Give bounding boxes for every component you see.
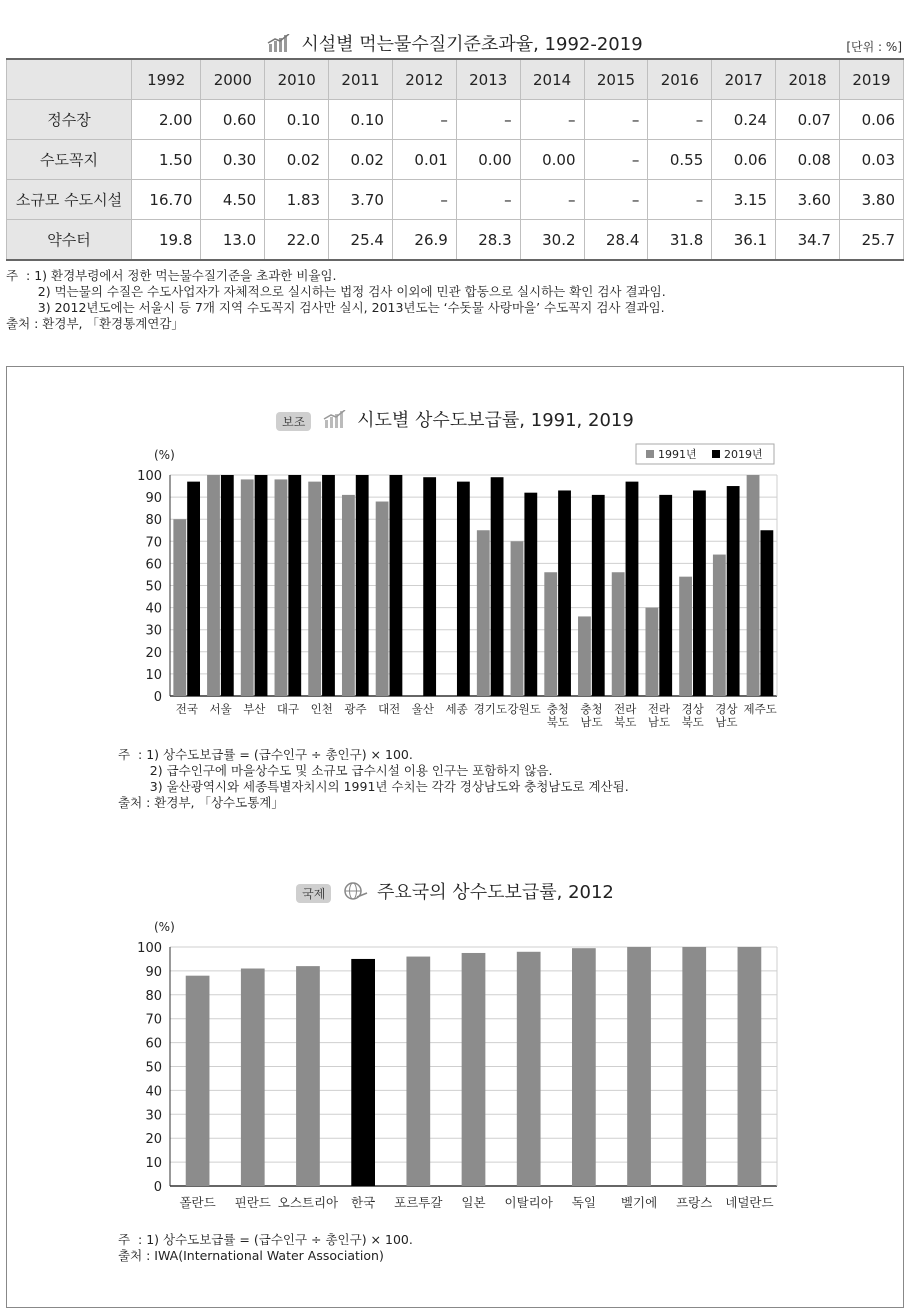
bar-1991년: [342, 495, 355, 696]
y-tick-label: 10: [145, 1156, 162, 1172]
x-tick-label-line: 전라: [614, 702, 637, 716]
x-tick-label-line: 대전: [378, 702, 401, 716]
x-tick-label-line: 대구: [276, 702, 300, 716]
cell: 19.8: [132, 220, 201, 261]
cell: –: [648, 180, 712, 220]
cell: 0.55: [648, 140, 712, 180]
x-tick-label-line: 충청: [580, 702, 603, 716]
table-header-row: [7, 59, 904, 100]
note-line: 3) 울산광역시와 세종특별자치시의 1991년 수치는 각각 경상남도와 충청남도로 계산됨.: [118, 779, 629, 794]
unit-label: [단위 : %]: [846, 40, 902, 54]
x-tick-label: [547, 702, 569, 729]
col-header: 2017: [712, 59, 776, 100]
x-tick-label: [412, 702, 435, 716]
cell: 30.2: [520, 220, 584, 261]
bar-2019년: [659, 495, 672, 696]
cell: 1.83: [265, 180, 329, 220]
cell: –: [584, 180, 648, 220]
col-header: 2011: [329, 59, 393, 100]
cell: 26.9: [392, 220, 456, 261]
x-tick-label-line: 전라: [647, 702, 671, 716]
cell: 31.8: [648, 220, 712, 261]
x-tick-label: 이탈리아: [504, 1195, 553, 1210]
note-line: 출처 : 환경부, 「상수도통계」: [118, 795, 284, 810]
bar-2019년: [727, 486, 740, 696]
cell: 3.60: [776, 180, 840, 220]
y-tick-label: 10: [145, 667, 162, 683]
chart2-title-text: 주요국의 상수도보급률, 2012: [377, 882, 614, 903]
y-tick-label: 30: [145, 1108, 162, 1124]
legend-label: 2019년: [724, 448, 763, 461]
bar-2019년: [187, 482, 200, 696]
x-tick-label: [378, 702, 400, 716]
bar-1991년: [376, 502, 389, 696]
y-tick-label: 20: [145, 645, 162, 661]
bar-2019년: [693, 490, 706, 696]
x-tick-label-line: 경상: [715, 702, 738, 716]
cell: 0.02: [329, 140, 393, 180]
bar: [351, 959, 375, 1186]
cell: 34.7: [776, 220, 840, 261]
x-tick-label-line: 인천: [310, 702, 333, 716]
col-header: 2018: [776, 59, 840, 100]
x-tick-label: 폴란드: [179, 1195, 216, 1210]
table-corner: [7, 59, 132, 100]
bar-2019년: [457, 482, 470, 696]
x-tick-label-line: 경상: [681, 702, 704, 716]
row-label: 정수장: [7, 100, 132, 140]
note-line: 주 : 1) 환경부령에서 정한 먹는물수질기준을 초과한 비율임.: [6, 268, 337, 283]
bar: [572, 948, 596, 1186]
cell: 0.07: [776, 100, 840, 140]
legend-label: 1991년: [658, 448, 697, 461]
bar-2019년: [626, 482, 639, 696]
y-tick-label: 60: [145, 557, 162, 573]
bar-2019년: [322, 475, 335, 696]
bar-2019년: [390, 475, 403, 696]
bar-2019년: [356, 475, 369, 696]
x-tick-label: 핀란드: [234, 1195, 271, 1210]
col-header: 2010: [265, 59, 329, 100]
chart1-title: [0, 406, 910, 433]
cell: 3.80: [839, 180, 903, 220]
col-header: 2013: [456, 59, 520, 100]
y-tick-label: 50: [145, 1060, 162, 1076]
y-tick-label: 90: [145, 491, 162, 507]
bar-1991년: [308, 482, 321, 696]
x-tick-label: [743, 702, 776, 716]
cell: –: [392, 180, 456, 220]
y-tick-label: 60: [145, 1036, 162, 1052]
cell: 22.0: [265, 220, 329, 261]
note-line: 주 : 1) 상수도보급률 = (급수인구 ÷ 총인구) × 100.: [118, 747, 413, 762]
y-tick-label: 90: [145, 964, 162, 980]
y-tick-label: 40: [145, 601, 162, 617]
cell: –: [456, 100, 520, 140]
x-tick-label-line: 북도: [681, 715, 704, 729]
y-tick-label: 70: [145, 535, 162, 551]
note-line: 출처 : IWA(International Water Association): [118, 1248, 384, 1263]
cell: 0.03: [839, 140, 903, 180]
cell: 36.1: [712, 220, 776, 261]
bar-2019년: [221, 475, 234, 696]
bar-chart-icon: [267, 34, 293, 57]
y-axis-label: (%): [154, 920, 175, 934]
x-tick-label: [209, 702, 231, 716]
x-tick-label-line: 남도: [647, 715, 671, 729]
regional-supply-chart: [0, 440, 910, 745]
cell: 0.06: [712, 140, 776, 180]
bar: [682, 947, 706, 1186]
chart1-title-text: 시도별 상수도보급률, 1991, 2019: [357, 410, 634, 431]
col-header: 2014: [520, 59, 584, 100]
cell: 0.30: [201, 140, 265, 180]
bar: [406, 957, 430, 1186]
cell: 0.24: [712, 100, 776, 140]
x-tick-label: [344, 702, 366, 716]
bar-2019년: [491, 477, 504, 696]
cell: 13.0: [201, 220, 265, 261]
x-tick-label-line: 북도: [546, 715, 569, 729]
col-header: 2012: [392, 59, 456, 100]
y-tick-label: 100: [137, 941, 162, 956]
cell: –: [520, 180, 584, 220]
y-tick-label: 50: [145, 579, 162, 595]
x-tick-label: [580, 702, 602, 729]
bar: [627, 947, 651, 1186]
bar-1991년: [713, 555, 726, 696]
globe-icon: [343, 881, 369, 906]
country-supply-chart: [0, 915, 910, 1220]
cell: 2.00: [132, 100, 201, 140]
cell: 0.06: [839, 100, 903, 140]
y-tick-label: 30: [145, 623, 162, 639]
x-tick-label-line: 부산: [243, 702, 266, 716]
table-title: [0, 30, 910, 57]
bar-2019년: [255, 475, 268, 696]
cell: 0.08: [776, 140, 840, 180]
table-row: [7, 180, 904, 220]
bar-2019년: [524, 493, 537, 696]
row-label: 소규모 수도시설: [7, 180, 132, 220]
bar: [241, 969, 265, 1186]
x-tick-label-line: 광주: [344, 702, 367, 716]
note-line: 2) 급수인구에 마을상수도 및 소규모 급수시설 이용 인구는 포함하지 않음.: [118, 763, 553, 778]
x-tick-label: [682, 702, 705, 729]
note-line: 2) 먹는물의 수질은 수도사업자가 자체적으로 실시하는 법정 검사 이외에 민관 합동으로 실시하는 확인 검사 결과임.: [6, 284, 666, 299]
y-tick-label: 0: [153, 690, 162, 705]
bar-1991년: [477, 530, 490, 696]
bar-1991년: [511, 541, 524, 696]
cell: 16.70: [132, 180, 201, 220]
x-tick-label-line: 서울: [209, 702, 232, 716]
y-tick-label: 40: [145, 1084, 162, 1100]
x-tick-label: 포르투갈: [394, 1195, 443, 1210]
cell: 3.70: [329, 180, 393, 220]
cell: 0.01: [392, 140, 456, 180]
note-line: 주 : 1) 상수도보급률 = (급수인구 ÷ 총인구) × 100.: [118, 1232, 413, 1247]
bar-1991년: [275, 479, 288, 696]
cell: 25.7: [839, 220, 903, 261]
x-tick-label-line: 남도: [580, 715, 603, 729]
y-tick-label: 80: [145, 513, 162, 529]
bar-chart-icon: [323, 410, 349, 433]
y-tick-label: 70: [145, 1012, 162, 1028]
x-tick-label-line: 울산: [411, 702, 435, 716]
bar: [517, 952, 541, 1186]
note-line: 출처 : 환경부, 「환경통계연감」: [6, 316, 184, 331]
x-tick-label: 한국: [351, 1195, 376, 1210]
cell: 0.00: [520, 140, 584, 180]
col-header: 2000: [201, 59, 265, 100]
row-label: 약수터: [7, 220, 132, 261]
cell: 28.4: [584, 220, 648, 261]
bar-1991년: [544, 572, 557, 696]
x-tick-label: [446, 702, 468, 716]
cell: –: [584, 100, 648, 140]
bar-2019년: [423, 477, 436, 696]
x-tick-label: [176, 702, 198, 716]
col-header: 2015: [584, 59, 648, 100]
cell: 0.02: [265, 140, 329, 180]
x-tick-label: [474, 702, 507, 716]
cell: 3.15: [712, 180, 776, 220]
x-tick-label: [311, 702, 333, 716]
bar-1991년: [747, 475, 760, 696]
cell: 0.60: [201, 100, 265, 140]
chart2-title: [0, 878, 910, 906]
cell: –: [584, 140, 648, 180]
y-tick-label: 20: [145, 1132, 162, 1148]
legend-swatch: [712, 450, 720, 458]
chart2-notes: [118, 1232, 413, 1264]
cell: 0.10: [329, 100, 393, 140]
bar-1991년: [645, 608, 658, 696]
col-header: 2019: [839, 59, 903, 100]
cell: –: [392, 100, 456, 140]
x-tick-label: [507, 702, 540, 716]
bar-1991년: [612, 572, 625, 696]
bar: [296, 966, 320, 1186]
note-line: 3) 2012년도에는 서울시 등 7개 지역 수도꼭지 검사만 실시, 2013년도는 ‘수돗물 사랑마을’ 수도꼭지 검사 결과임.: [6, 300, 665, 315]
cell: –: [456, 180, 520, 220]
x-tick-label-line: 남도: [715, 715, 738, 729]
y-axis-label: (%): [154, 448, 175, 462]
cell: 1.50: [132, 140, 201, 180]
col-header: 1992: [132, 59, 201, 100]
cell: 25.4: [329, 220, 393, 261]
x-tick-label: 프랑스: [676, 1195, 713, 1210]
x-tick-label: 독일: [571, 1195, 596, 1210]
y-tick-label: 100: [137, 469, 162, 484]
supplementary-badge: 보조: [276, 412, 311, 431]
x-tick-label-line: 북도: [614, 715, 637, 729]
cell: –: [520, 100, 584, 140]
chart1-notes: [118, 747, 629, 811]
bar-1991년: [578, 616, 591, 696]
x-tick-label: [648, 702, 671, 729]
exceedance-table: [6, 58, 904, 261]
x-tick-label: 오스트리아: [277, 1195, 339, 1210]
table-title-text: 시설별 먹는물수질기준초과율, 1992-2019: [301, 34, 643, 55]
x-tick-label: 일본: [461, 1195, 486, 1210]
bar: [738, 947, 762, 1186]
bar-1991년: [679, 577, 692, 696]
international-badge: 국제: [296, 884, 331, 903]
bar-1991년: [241, 479, 254, 696]
x-tick-label: [614, 702, 637, 729]
y-tick-label: 0: [153, 1180, 162, 1195]
x-tick-label-line: 경기도: [473, 702, 508, 716]
x-tick-label: 벨기에: [620, 1195, 658, 1210]
bar: [186, 976, 210, 1186]
bar-2019년: [592, 495, 605, 696]
row-label: 수도꼭지: [7, 140, 132, 180]
table-row: [7, 140, 904, 180]
x-tick-label-line: 강원도: [507, 702, 541, 716]
bar-2019년: [760, 530, 773, 696]
cell: 28.3: [456, 220, 520, 261]
cell: 0.10: [265, 100, 329, 140]
legend-swatch: [646, 450, 654, 458]
x-tick-label: [243, 702, 266, 716]
table-notes: [6, 268, 666, 332]
x-tick-label: [277, 702, 299, 716]
x-tick-label: [715, 702, 738, 729]
x-tick-label: 네덜란드: [725, 1195, 774, 1210]
table-row: [7, 220, 904, 261]
cell: –: [648, 100, 712, 140]
table-row: [7, 100, 904, 140]
x-tick-label-line: 전국: [175, 702, 198, 716]
bar: [462, 953, 486, 1186]
col-header: 2016: [648, 59, 712, 100]
y-tick-label: 80: [145, 988, 162, 1004]
bar-1991년: [173, 519, 186, 696]
bar-2019년: [288, 475, 301, 696]
bar-2019년: [558, 490, 571, 696]
x-tick-label-line: 충청: [546, 702, 569, 716]
x-tick-label-line: 세종: [445, 702, 468, 716]
cell: 0.00: [456, 140, 520, 180]
cell: 4.50: [201, 180, 265, 220]
x-tick-label-line: 제주도: [743, 702, 777, 716]
bar-1991년: [207, 475, 220, 696]
